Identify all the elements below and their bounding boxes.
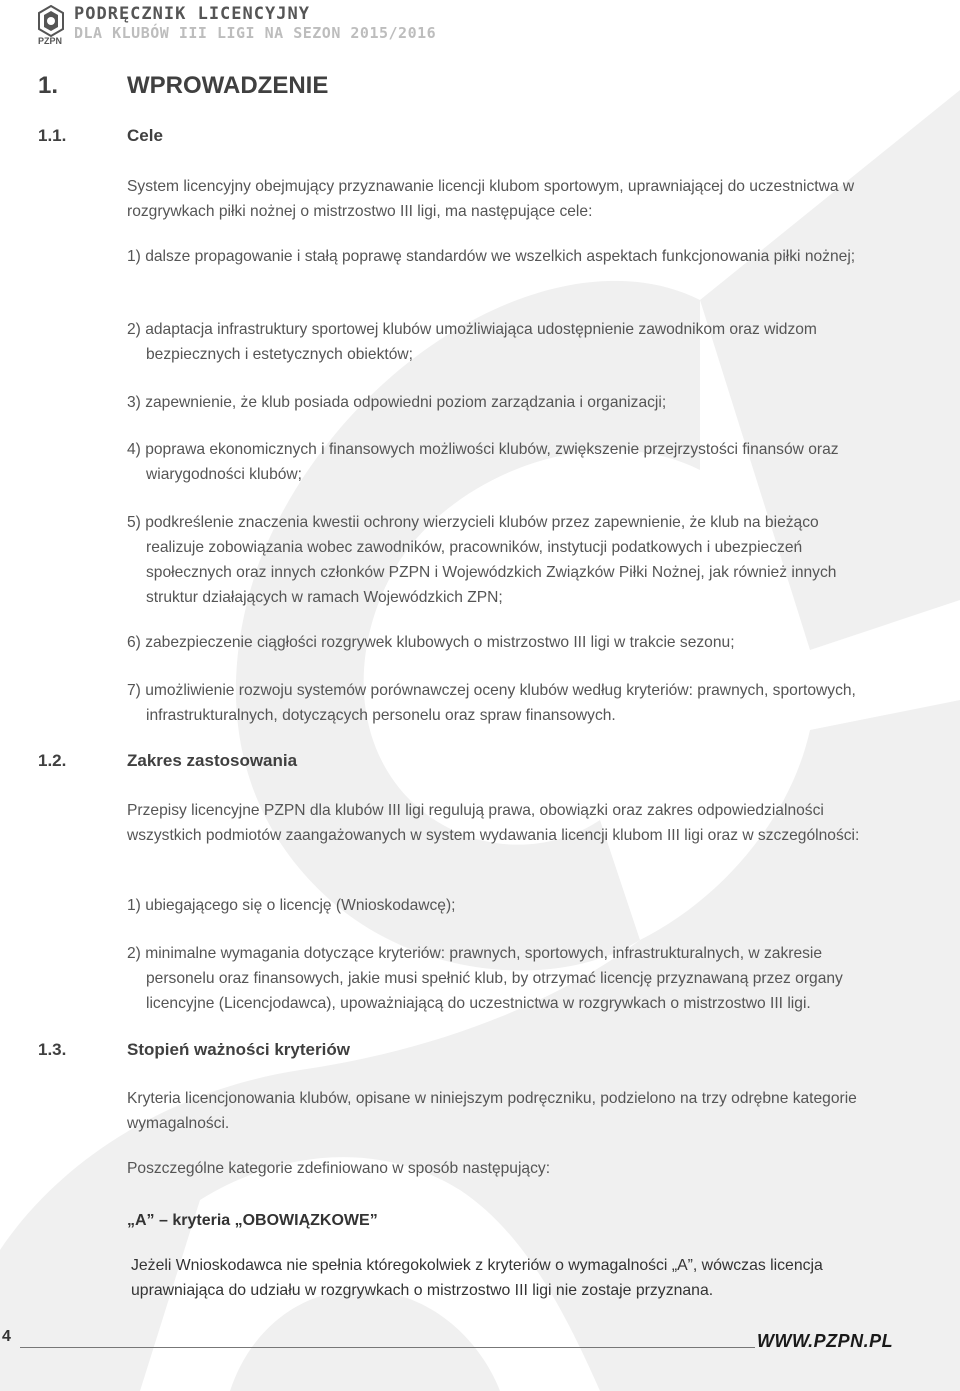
list-item: 6) zabezpieczenie ciągłości rozgrywek klubowych o mistrzostwo III ligi w trakcie sezonu; [127,634,735,651]
list-item: 1) ubiegającego się o licencję (Wnioskodawcę); [127,897,456,914]
section-paragraph: Kryteria licencjonowania klubów, opisane w niniejszym podręczniku, podzielono na trzy odrębne kategorie wymagalności. [127,1090,857,1132]
list-item: 2) adaptacja infrastruktury sportowej klubów umożliwiająca udostępnienie zawodnikom oraz widzom bezpiecznych i estetycznych obiektów; [127,321,817,363]
logo-text: PZPN [38,36,63,46]
chapter-number: 1. [38,72,59,99]
website-url: WWW.PZPN.PL [757,1331,894,1351]
category-a-title: „A” – kryteria „OBOWIĄZKOWE” [127,1212,378,1229]
list-item: 1) dalsze propagowanie i stałą poprawę standardów we wszelkich aspektach funkcjonowania piłki nożnej; [127,248,856,265]
section-title: Cele [127,126,163,145]
section-number: 1.3. [38,1040,67,1059]
section-number: 1.2. [38,751,67,770]
category-a-description: Jeżeli Wnioskodawca nie spełnia któregokolwiek z kryteriów o wymagalności „A”, wówczas licencja uprawniająca do udziału w rozgrywkach o mistrzostwo III ligi nie zostaje przyznana. [131,1257,823,1299]
list-item: 4) poprawa ekonomicznych i finansowych możliwości klubów, zwiększenie przejrzystości finansów oraz wiarygodności klubów; [127,441,839,483]
list-item: 7) umożliwienie rozwoju systemów porównawczej oceny klubów według kryteriów: prawnych, sportowych, infrastrukturalnych, dotyczących personelu oraz spraw finansowych. [127,682,856,724]
list-item: 3) zapewnienie, że klub posiada odpowiedni poziom zarządzania i organizacji; [127,394,667,411]
section-intro: Przepisy licencyjne PZPN dla klubów III ligi regulują prawa, obowiązki oraz zakres odpowiedzialności wszystkich podmiotów zaangażowanych w system wydawania licencji klubom III ligi oraz w szczególności: [127,802,860,844]
section-intro: System licencyjny obejmujący przyznawanie licencji klubom sportowym, uprawniającej do uczestnictwa w rozgrywkach piłki nożnej o mistrzostwo III ligi, ma następujące cele: [127,178,855,220]
document-subtitle: DLA KLUBÓW III LIGI NA SEZON 2015/2016 [74,24,437,42]
footer-rule [20,1347,755,1348]
section-title: Zakres zastosowania [127,751,298,770]
page-number: 4 [2,1328,11,1345]
list-item: 2) minimalne wymagania dotyczące kryteriów: prawnych, sportowych, infrastrukturalnych, w zakresie personelu oraz finansowych, jakie musi spełnić klub, by otrzymać licencję przyznawaną przez organy licencyjne (Licencjodawca), upoważniającą do uczestnictwa w rozgrywkach o mistrzostwo III ligi. [127,945,843,1012]
section-title: Stopień ważności kryteriów [127,1040,350,1059]
list-item: 5) podkreślenie znaczenia kwestii ochrony wierzycieli klubów przez zapewnienie, że klub na bieżąco realizuje zobowiązania wobec zawodników, pracowników, instytucji podatkowych i ubezpieczeń społecznych oraz innych członków PZPN i Wojewódzkich Związków Piłki Nożnej, jak również innych struktur działających w ramach Wojewódzkich ZPN; [127,514,837,606]
chapter-title: WPROWADZENIE [127,72,329,99]
section-number: 1.1. [38,126,67,145]
pzpn-logo [38,5,64,47]
document-title: PODRĘCZNIK LICENCYJNY [74,4,310,24]
section-paragraph: Poszczególne kategorie zdefiniowano w sposób następujący: [127,1160,551,1177]
